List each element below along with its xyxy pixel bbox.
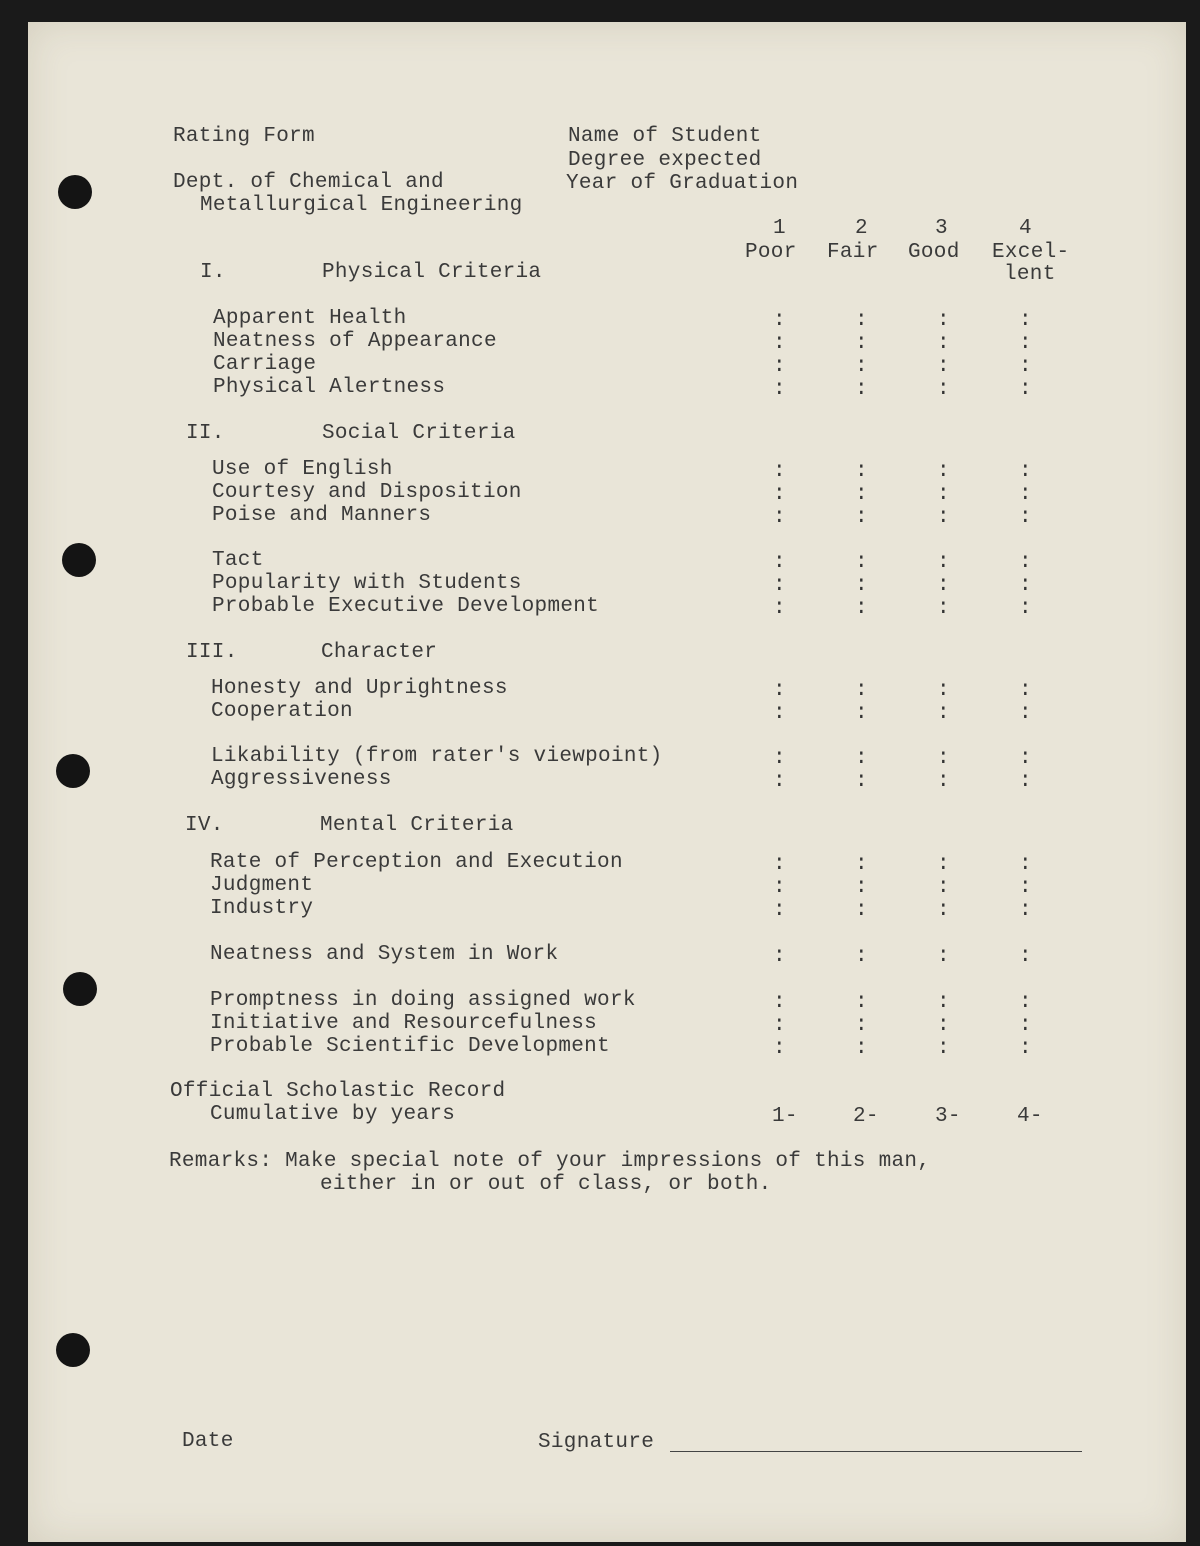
section-numeral: III.	[186, 641, 238, 664]
rating-mark-col-1[interactable]: :	[773, 770, 786, 793]
criterion-label: Apparent Health	[213, 307, 407, 330]
criterion-label: Industry	[210, 897, 314, 920]
section-numeral: I.	[200, 261, 226, 284]
rating-mark-col-4[interactable]: :	[1019, 679, 1032, 702]
degree-label: Degree expected	[568, 149, 762, 172]
rating-mark-col-4[interactable]: :	[1019, 991, 1032, 1014]
rating-mark-col-4[interactable]: :	[1019, 1014, 1032, 1037]
signature-line[interactable]	[670, 1431, 1082, 1452]
criterion-label: Promptness in doing assigned work	[210, 989, 636, 1012]
rating-mark-col-3[interactable]: :	[937, 770, 950, 793]
rating-mark-col-1[interactable]: :	[773, 702, 786, 725]
rating-mark-col-2[interactable]: :	[855, 747, 868, 770]
rating-mark-col-3[interactable]: :	[937, 460, 950, 483]
binder-hole	[56, 754, 90, 788]
rating-mark-col-3[interactable]: :	[937, 597, 950, 620]
rating-mark-col-1[interactable]: :	[773, 1014, 786, 1037]
rating-mark-col-2[interactable]: :	[855, 332, 868, 355]
rating-mark-col-2[interactable]: :	[855, 1014, 868, 1037]
rating-mark-col-4[interactable]: :	[1019, 899, 1032, 922]
rating-mark-col-1[interactable]: :	[773, 597, 786, 620]
rating-mark-col-3[interactable]: :	[937, 355, 950, 378]
signature-label: Signature	[538, 1431, 655, 1454]
rating-mark-col-2[interactable]: :	[855, 378, 868, 401]
rating-mark-col-4[interactable]: :	[1019, 355, 1032, 378]
remarks-line-2: either in or out of class, or both.	[320, 1173, 772, 1196]
criterion-label: Neatness and System in Work	[210, 943, 559, 966]
rating-mark-col-4[interactable]: :	[1019, 309, 1032, 332]
rating-mark-col-1[interactable]: :	[773, 747, 786, 770]
scale-label-fair: Fair	[827, 241, 879, 264]
rating-mark-col-3[interactable]: :	[937, 506, 950, 529]
rating-mark-col-4[interactable]: :	[1019, 378, 1032, 401]
rating-mark-col-1[interactable]: :	[773, 991, 786, 1014]
student-name-label: Name of Student	[568, 125, 762, 148]
rating-mark-col-1[interactable]: :	[773, 679, 786, 702]
criterion-label: Probable Scientific Development	[210, 1035, 610, 1058]
scale-label-poor: Poor	[745, 241, 797, 264]
scholastic-record-title: Official Scholastic Record	[170, 1080, 506, 1103]
rating-mark-col-1[interactable]: :	[773, 551, 786, 574]
rating-mark-col-3[interactable]: :	[937, 679, 950, 702]
scale-number-4: 4	[1019, 217, 1032, 240]
rating-mark-col-2[interactable]: :	[855, 702, 868, 725]
scale-number-1: 1	[773, 217, 786, 240]
rating-mark-col-1[interactable]: :	[773, 945, 786, 968]
section-numeral: IV.	[185, 814, 224, 837]
rating-mark-col-4[interactable]: :	[1019, 483, 1032, 506]
scholastic-year-3: 3-	[935, 1105, 961, 1128]
rating-mark-col-3[interactable]: :	[937, 702, 950, 725]
remarks-line-1: Remarks: Make special note of your impressions of this man,	[169, 1150, 931, 1173]
rating-mark-col-1[interactable]: :	[773, 355, 786, 378]
rating-mark-col-4[interactable]: :	[1019, 460, 1032, 483]
rating-mark-col-2[interactable]: :	[855, 551, 868, 574]
rating-mark-col-2[interactable]: :	[855, 1037, 868, 1060]
criterion-label: Rate of Perception and Execution	[210, 851, 623, 874]
criterion-label: Cooperation	[211, 700, 353, 723]
criterion-label: Poise and Manners	[212, 504, 432, 527]
rating-mark-col-1[interactable]: :	[773, 483, 786, 506]
rating-mark-col-1[interactable]: :	[773, 1037, 786, 1060]
rating-mark-col-4[interactable]: :	[1019, 747, 1032, 770]
criterion-label: Tact	[212, 549, 264, 572]
rating-mark-col-4[interactable]: :	[1019, 876, 1032, 899]
rating-mark-col-1[interactable]: :	[773, 574, 786, 597]
dept-line-2: Metallurgical Engineering	[200, 194, 523, 217]
graduation-year-label: Year of Graduation	[566, 172, 799, 195]
rating-mark-col-4[interactable]: :	[1019, 1037, 1032, 1060]
criterion-label: Courtesy and Disposition	[212, 481, 522, 504]
criterion-label: Initiative and Resourcefulness	[210, 1012, 598, 1035]
criterion-label: Use of English	[212, 458, 393, 481]
scholastic-year-2: 2-	[853, 1105, 879, 1128]
binder-hole	[58, 175, 92, 209]
scale-number-2: 2	[855, 217, 868, 240]
scale-label-good: Good	[908, 241, 960, 264]
rating-mark-col-3[interactable]: :	[937, 483, 950, 506]
rating-mark-col-4[interactable]: :	[1019, 506, 1032, 529]
rating-mark-col-3[interactable]: :	[937, 1014, 950, 1037]
criterion-label: Likability (from rater's viewpoint)	[211, 745, 663, 768]
binder-hole	[56, 1333, 90, 1367]
rating-mark-col-1[interactable]: :	[773, 899, 786, 922]
rating-mark-col-3[interactable]: :	[937, 332, 950, 355]
criterion-label: Popularity with Students	[212, 572, 522, 595]
rating-mark-col-4[interactable]: :	[1019, 597, 1032, 620]
rating-mark-col-4[interactable]: :	[1019, 770, 1032, 793]
rating-mark-col-2[interactable]: :	[855, 991, 868, 1014]
scale-label-excellent-cont: lent	[1004, 263, 1056, 286]
rating-mark-col-4[interactable]: :	[1019, 551, 1032, 574]
rating-mark-col-2[interactable]: :	[855, 945, 868, 968]
rating-mark-col-4[interactable]: :	[1019, 702, 1032, 725]
rating-mark-col-2[interactable]: :	[855, 679, 868, 702]
rating-mark-col-2[interactable]: :	[855, 899, 868, 922]
section-title: Social Criteria	[322, 422, 516, 445]
rating-mark-col-3[interactable]: :	[937, 899, 950, 922]
scholastic-year-1: 1-	[772, 1105, 798, 1128]
rating-mark-col-3[interactable]: :	[937, 378, 950, 401]
date-label: Date	[182, 1430, 234, 1453]
section-numeral: II.	[186, 422, 225, 445]
rating-mark-col-2[interactable]: :	[855, 355, 868, 378]
section-title: Physical Criteria	[322, 261, 542, 284]
form-title: Rating Form	[173, 125, 315, 148]
rating-mark-col-4[interactable]: :	[1019, 332, 1032, 355]
criterion-label: Honesty and Uprightness	[211, 677, 508, 700]
criterion-label: Aggressiveness	[211, 768, 392, 791]
rating-mark-col-3[interactable]: :	[937, 991, 950, 1014]
rating-mark-col-3[interactable]: :	[937, 1037, 950, 1060]
rating-mark-col-2[interactable]: :	[855, 506, 868, 529]
scale-label-excellent: Excel-	[992, 241, 1070, 264]
binder-hole	[62, 543, 96, 577]
rating-mark-col-1[interactable]: :	[773, 378, 786, 401]
rating-mark-col-3[interactable]: :	[937, 747, 950, 770]
rating-mark-col-2[interactable]: :	[855, 597, 868, 620]
scholastic-record-subtitle: Cumulative by years	[210, 1103, 456, 1126]
rating-mark-col-3[interactable]: :	[937, 853, 950, 876]
rating-mark-col-3[interactable]: :	[937, 551, 950, 574]
rating-mark-col-1[interactable]: :	[773, 309, 786, 332]
criterion-label: Neatness of Appearance	[213, 330, 497, 353]
section-title: Mental Criteria	[320, 814, 514, 837]
rating-mark-col-2[interactable]: :	[855, 770, 868, 793]
rating-mark-col-2[interactable]: :	[855, 574, 868, 597]
rating-mark-col-4[interactable]: :	[1019, 853, 1032, 876]
criterion-label: Probable Executive Development	[212, 595, 600, 618]
rating-mark-col-4[interactable]: :	[1019, 945, 1032, 968]
scale-number-3: 3	[935, 217, 948, 240]
rating-mark-col-1[interactable]: :	[773, 876, 786, 899]
rating-mark-col-1[interactable]: :	[773, 853, 786, 876]
rating-mark-col-3[interactable]: :	[937, 876, 950, 899]
rating-mark-col-3[interactable]: :	[937, 574, 950, 597]
scholastic-year-4: 4-	[1017, 1105, 1043, 1128]
rating-mark-col-2[interactable]: :	[855, 853, 868, 876]
rating-mark-col-3[interactable]: :	[937, 309, 950, 332]
rating-mark-col-4[interactable]: :	[1019, 574, 1032, 597]
rating-mark-col-3[interactable]: :	[937, 945, 950, 968]
rating-mark-col-2[interactable]: :	[855, 483, 868, 506]
rating-mark-col-1[interactable]: :	[773, 460, 786, 483]
rating-mark-col-1[interactable]: :	[773, 332, 786, 355]
rating-mark-col-2[interactable]: :	[855, 309, 868, 332]
section-title: Character	[321, 641, 438, 664]
rating-mark-col-2[interactable]: :	[855, 460, 868, 483]
criterion-label: Physical Alertness	[213, 376, 446, 399]
binder-hole	[63, 972, 97, 1006]
rating-mark-col-2[interactable]: :	[855, 876, 868, 899]
criterion-label: Carriage	[213, 353, 317, 376]
criterion-label: Judgment	[210, 874, 314, 897]
rating-mark-col-1[interactable]: :	[773, 506, 786, 529]
dept-line-1: Dept. of Chemical and	[173, 171, 444, 194]
